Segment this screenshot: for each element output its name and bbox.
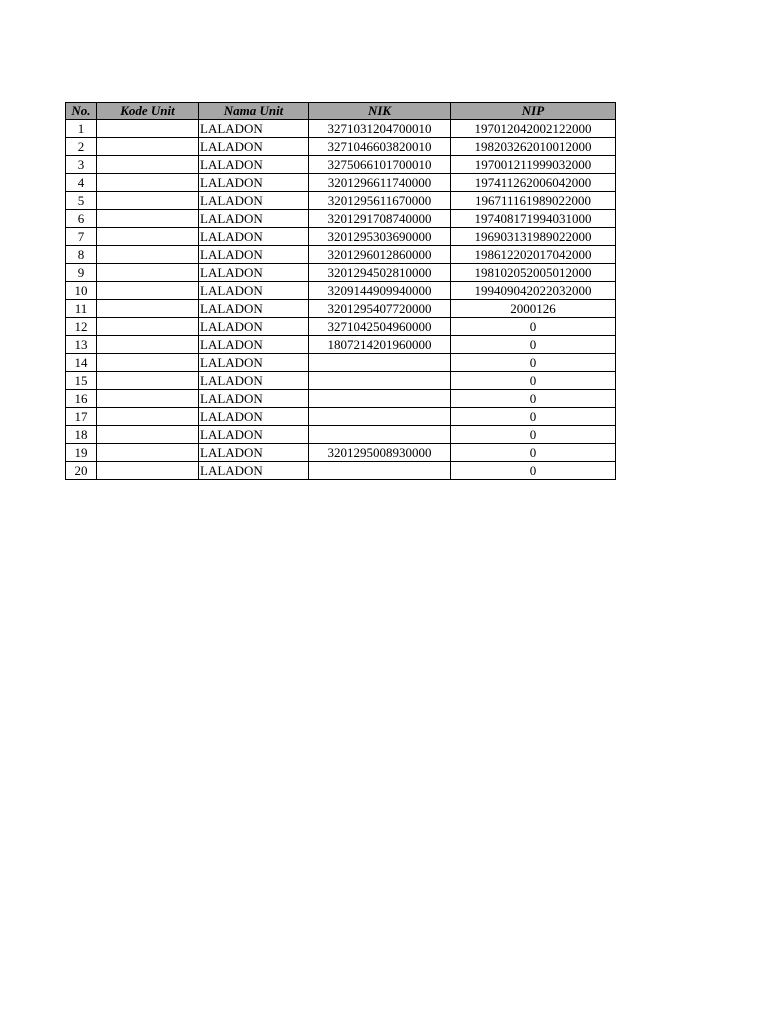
table-row <box>66 174 616 192</box>
cell-nama-unit[interactable]: LALADON <box>199 228 309 246</box>
cell-nik[interactable] <box>309 372 451 390</box>
cell-nip[interactable]: 197411262006042000 <box>451 174 616 192</box>
cell-no[interactable]: 17 <box>66 408 97 426</box>
cell-nik[interactable] <box>309 426 451 444</box>
cell-kode-unit[interactable] <box>97 354 199 372</box>
cell-nik[interactable]: 3271046603820010 <box>309 138 451 156</box>
cell-kode-unit[interactable] <box>97 120 199 138</box>
cell-nama-unit[interactable]: LALADON <box>199 174 309 192</box>
table-row <box>66 354 616 372</box>
header-nip[interactable]: NIP <box>451 103 616 120</box>
cell-no[interactable]: 7 <box>66 228 97 246</box>
table-row <box>66 228 616 246</box>
cell-nama-unit[interactable]: LALADON <box>199 210 309 228</box>
cell-nip[interactable]: 0 <box>451 354 616 372</box>
cell-kode-unit[interactable] <box>97 318 199 336</box>
cell-nip[interactable]: 196711161989022000 <box>451 192 616 210</box>
cell-no[interactable]: 13 <box>66 336 97 354</box>
table-row <box>66 300 616 318</box>
cell-kode-unit[interactable] <box>97 228 199 246</box>
cell-nama-unit[interactable]: LALADON <box>199 426 309 444</box>
cell-no[interactable]: 8 <box>66 246 97 264</box>
cell-kode-unit[interactable] <box>97 246 199 264</box>
cell-nip[interactable]: 2000126 <box>451 300 616 318</box>
cell-nip[interactable]: 197408171994031000 <box>451 210 616 228</box>
cell-nama-unit[interactable]: LALADON <box>199 318 309 336</box>
cell-nik[interactable]: 3201295008930000 <box>309 444 451 462</box>
cell-kode-unit[interactable] <box>97 336 199 354</box>
cell-kode-unit[interactable] <box>97 300 199 318</box>
cell-nik[interactable]: 3201294502810000 <box>309 264 451 282</box>
cell-nip[interactable]: 0 <box>451 408 616 426</box>
table-row <box>66 444 616 462</box>
cell-nik[interactable]: 3201295407720000 <box>309 300 451 318</box>
cell-nik[interactable]: 3271031204700010 <box>309 120 451 138</box>
cell-kode-unit[interactable] <box>97 174 199 192</box>
cell-nik[interactable] <box>309 354 451 372</box>
cell-no[interactable]: 20 <box>66 462 97 480</box>
cell-nik[interactable] <box>309 408 451 426</box>
cell-nip[interactable]: 197012042002122000 <box>451 120 616 138</box>
header-no[interactable]: No. <box>66 103 97 120</box>
cell-kode-unit[interactable] <box>97 138 199 156</box>
table-row <box>66 390 616 408</box>
cell-nama-unit[interactable]: LALADON <box>199 336 309 354</box>
cell-nip[interactable]: 199409042022032000 <box>451 282 616 300</box>
cell-nama-unit[interactable]: LALADON <box>199 390 309 408</box>
table-row <box>66 138 616 156</box>
cell-no[interactable]: 16 <box>66 390 97 408</box>
spreadsheet-sheet <box>65 102 616 480</box>
cell-nip[interactable]: 0 <box>451 336 616 354</box>
header-nama-unit[interactable]: Nama Unit <box>199 103 309 120</box>
cell-nama-unit[interactable]: LALADON <box>199 300 309 318</box>
cell-no[interactable]: 11 <box>66 300 97 318</box>
cell-nik[interactable]: 3271042504960000 <box>309 318 451 336</box>
cell-nik[interactable]: 3201295611670000 <box>309 192 451 210</box>
cell-nik[interactable] <box>309 390 451 408</box>
cell-no[interactable]: 10 <box>66 282 97 300</box>
cell-no[interactable]: 14 <box>66 354 97 372</box>
cell-kode-unit[interactable] <box>97 390 199 408</box>
cell-nip[interactable]: 198203262010012000 <box>451 138 616 156</box>
cell-nik[interactable]: 1807214201960000 <box>309 336 451 354</box>
cell-nip[interactable]: 0 <box>451 372 616 390</box>
cell-nama-unit[interactable]: LALADON <box>199 138 309 156</box>
table-row <box>66 282 616 300</box>
cell-nama-unit[interactable]: LALADON <box>199 264 309 282</box>
cell-nama-unit[interactable]: LALADON <box>199 372 309 390</box>
employee-table <box>65 102 616 480</box>
table-row <box>66 318 616 336</box>
cell-no[interactable]: 2 <box>66 138 97 156</box>
cell-no[interactable]: 9 <box>66 264 97 282</box>
header-row <box>66 103 616 120</box>
table-row <box>66 120 616 138</box>
cell-nip[interactable]: 0 <box>451 318 616 336</box>
cell-nik[interactable] <box>309 462 451 480</box>
cell-no[interactable]: 4 <box>66 174 97 192</box>
cell-kode-unit[interactable] <box>97 192 199 210</box>
header-kode-unit[interactable]: Kode Unit <box>97 103 199 120</box>
cell-nama-unit[interactable]: LALADON <box>199 354 309 372</box>
cell-kode-unit[interactable] <box>97 426 199 444</box>
cell-nip[interactable]: 0 <box>451 462 616 480</box>
table-row <box>66 426 616 444</box>
cell-no[interactable]: 18 <box>66 426 97 444</box>
cell-nip[interactable]: 196903131989022000 <box>451 228 616 246</box>
cell-nip[interactable]: 197001211999032000 <box>451 156 616 174</box>
cell-no[interactable]: 5 <box>66 192 97 210</box>
cell-nama-unit[interactable]: LALADON <box>199 156 309 174</box>
cell-nip[interactable]: 198102052005012000 <box>451 264 616 282</box>
cell-no[interactable]: 6 <box>66 210 97 228</box>
table-row <box>66 462 616 480</box>
cell-kode-unit[interactable] <box>97 372 199 390</box>
cell-kode-unit[interactable] <box>97 210 199 228</box>
cell-nip[interactable]: 0 <box>451 426 616 444</box>
cell-kode-unit[interactable] <box>97 282 199 300</box>
cell-no[interactable]: 1 <box>66 120 97 138</box>
table-row <box>66 408 616 426</box>
table-row <box>66 246 616 264</box>
cell-nama-unit[interactable]: LALADON <box>199 444 309 462</box>
cell-kode-unit[interactable] <box>97 444 199 462</box>
table-row <box>66 372 616 390</box>
cell-kode-unit[interactable] <box>97 462 199 480</box>
cell-nik[interactable]: 3209144909940000 <box>309 282 451 300</box>
table-row <box>66 156 616 174</box>
cell-nik[interactable]: 3275066101700010 <box>309 156 451 174</box>
cell-nik[interactable]: 3201295303690000 <box>309 228 451 246</box>
table-row <box>66 192 616 210</box>
cell-nik[interactable]: 3201291708740000 <box>309 210 451 228</box>
table-row <box>66 264 616 282</box>
cell-nama-unit[interactable]: LALADON <box>199 246 309 264</box>
cell-no[interactable]: 12 <box>66 318 97 336</box>
cell-nama-unit[interactable]: LALADON <box>199 408 309 426</box>
cell-kode-unit[interactable] <box>97 408 199 426</box>
cell-nama-unit[interactable]: LALADON <box>199 120 309 138</box>
cell-kode-unit[interactable] <box>97 156 199 174</box>
cell-no[interactable]: 15 <box>66 372 97 390</box>
cell-nama-unit[interactable]: LALADON <box>199 282 309 300</box>
cell-nama-unit[interactable]: LALADON <box>199 192 309 210</box>
header-nik[interactable]: NIK <box>309 103 451 120</box>
cell-nik[interactable]: 3201296012860000 <box>309 246 451 264</box>
table-row <box>66 210 616 228</box>
cell-nik[interactable]: 3201296611740000 <box>309 174 451 192</box>
cell-nip[interactable]: 0 <box>451 390 616 408</box>
cell-nip[interactable]: 0 <box>451 444 616 462</box>
cell-nip[interactable]: 198612202017042000 <box>451 246 616 264</box>
cell-nama-unit[interactable]: LALADON <box>199 462 309 480</box>
cell-no[interactable]: 3 <box>66 156 97 174</box>
table-row <box>66 336 616 354</box>
table-body <box>66 120 616 480</box>
cell-kode-unit[interactable] <box>97 264 199 282</box>
cell-no[interactable]: 19 <box>66 444 97 462</box>
